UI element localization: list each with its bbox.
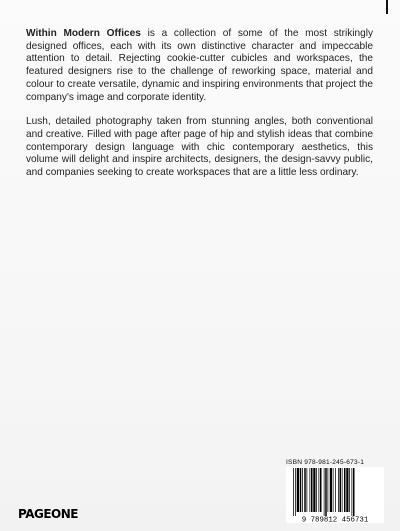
barcode-image bbox=[286, 467, 384, 523]
barcode-bar bbox=[302, 468, 303, 512]
barcode-bar bbox=[293, 468, 294, 516]
blurb-paragraph-1-text: is a collection of some of the most strikingly designed offices, each with its own distinctive character and impeccable attention to detail. Rejecting cookie-cutter cubicles and workspaces, the featured designers rise to the challenge of reworking space, material and colour to create versatile, dynamic and inspiring environments that project the company's image and corporate identity. bbox=[26, 28, 373, 103]
barcode-bar bbox=[335, 468, 336, 512]
barcode-bar bbox=[325, 468, 327, 516]
barcode-bar bbox=[311, 468, 313, 512]
barcode-bar bbox=[300, 468, 302, 512]
barcode-bar bbox=[319, 468, 320, 512]
blurb-text bbox=[26, 28, 373, 192]
corner-mark bbox=[386, 0, 388, 14]
blurb-paragraph-2: Lush, detailed photography taken from stunning angles, both conventional and creative. Filled with page after page of hip and stylish ideas that combine contemporary design language with chic contemporary aesthetics, this volume will delight and inspire architects, designers, the design-savvy public, and companies seeking to create workspaces that are a little less ordinary. bbox=[26, 116, 373, 179]
barcode-bar bbox=[340, 468, 342, 512]
barcode-bar bbox=[349, 468, 350, 512]
barcode-bar bbox=[328, 468, 329, 512]
barcode-bar bbox=[313, 468, 315, 512]
barcode-bar bbox=[297, 468, 299, 512]
publisher-logo: PAGEONE bbox=[18, 507, 78, 521]
barcode-bar bbox=[353, 468, 355, 516]
barcode-bar bbox=[346, 468, 348, 512]
barcode-bar bbox=[307, 468, 308, 512]
barcode-bar bbox=[342, 468, 343, 512]
blurb-paragraph-1 bbox=[26, 28, 373, 104]
barcode-bar bbox=[352, 468, 353, 516]
barcode-bar bbox=[344, 468, 346, 512]
book-title: Within Modern Offices bbox=[26, 28, 141, 39]
barcode-bar bbox=[338, 468, 339, 512]
barcode-bar bbox=[320, 468, 322, 512]
barcode-block bbox=[286, 459, 384, 523]
barcode-bar bbox=[330, 468, 332, 512]
isbn-label: ISBN 978-981-245-673-1 bbox=[286, 459, 365, 466]
barcode-bar bbox=[304, 468, 306, 512]
barcode-bar bbox=[316, 468, 317, 512]
barcode-bar bbox=[295, 468, 296, 516]
barcode-bar bbox=[333, 468, 334, 512]
barcode-bar bbox=[310, 468, 311, 512]
barcode-bar bbox=[324, 468, 325, 516]
barcode-digits: 9 789812 456731 bbox=[301, 516, 369, 523]
